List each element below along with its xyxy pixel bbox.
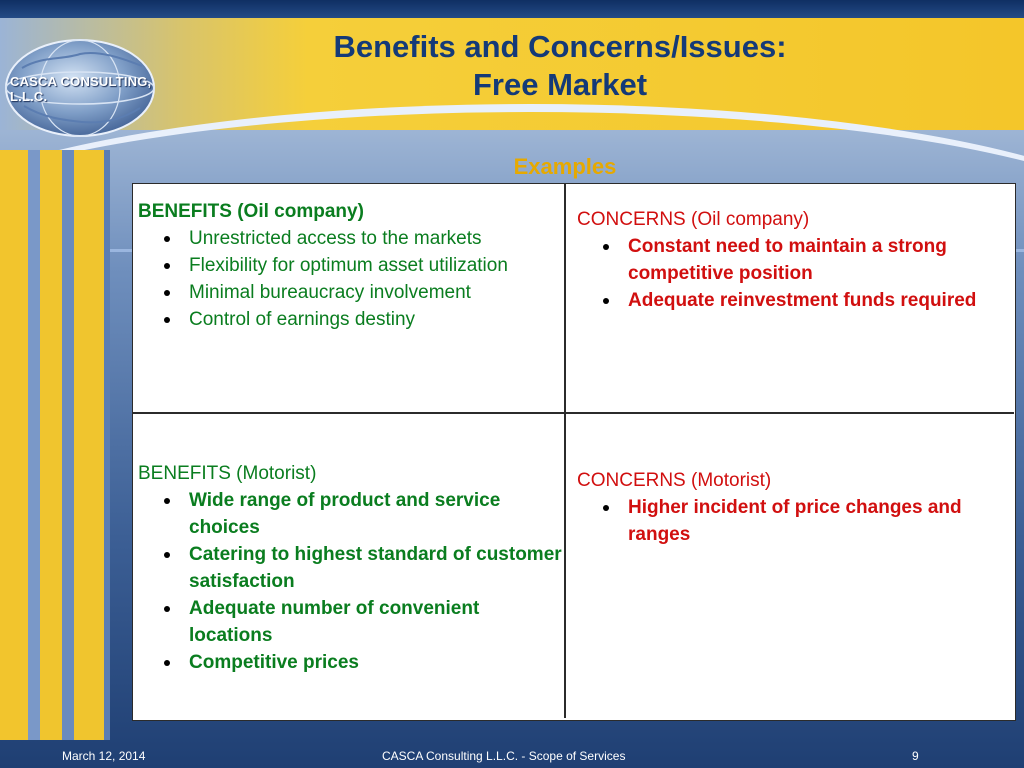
benefits-oil-list bbox=[138, 225, 558, 333]
logo-text: CASCA CONSULTING, L.L.C. bbox=[10, 74, 152, 104]
concerns-oil-heading: CONCERNS (Oil company) bbox=[577, 209, 810, 230]
list-item: Competitive prices bbox=[138, 649, 564, 676]
footer-center: CASCA Consulting L.L.C. - Scope of Services bbox=[382, 749, 626, 763]
list-item: Higher incident of price changes and ranges bbox=[577, 494, 997, 548]
list-item: Adequate reinvestment funds required bbox=[577, 287, 1017, 314]
benefits-motorist-list bbox=[138, 487, 564, 676]
list-item: Adequate number of convenient locations bbox=[138, 595, 564, 649]
list-item: Wide range of product and service choices bbox=[138, 487, 564, 541]
list-item: Unrestricted access to the markets bbox=[138, 225, 558, 252]
vertical-divider bbox=[564, 184, 566, 718]
list-item: Catering to highest standard of customer satisfaction bbox=[138, 541, 564, 595]
list-item: Minimal bureaucracy involvement bbox=[138, 279, 558, 306]
list-item: Flexibility for optimum asset utilization bbox=[138, 252, 558, 279]
concerns-motorist-heading: CONCERNS (Motorist) bbox=[577, 470, 772, 491]
benefits-oil-cell bbox=[138, 198, 558, 333]
list-item: Constant need to maintain a strong competitive position bbox=[577, 233, 1017, 287]
concerns-oil-cell bbox=[577, 206, 1017, 314]
concerns-motorist-list bbox=[577, 494, 997, 548]
concerns-motorist-cell bbox=[577, 467, 997, 548]
left-stripes bbox=[0, 150, 110, 740]
slide-title bbox=[230, 28, 890, 104]
footer-date: March 12, 2014 bbox=[62, 749, 146, 763]
subtitle: Examples bbox=[513, 154, 617, 179]
benefits-motorist-cell bbox=[138, 460, 564, 676]
benefits-concerns-table bbox=[132, 183, 1016, 721]
title-line-2: Free Market bbox=[472, 67, 648, 102]
concerns-oil-list bbox=[577, 233, 1017, 314]
horizontal-divider bbox=[133, 412, 1014, 414]
list-item: Control of earnings destiny bbox=[138, 306, 558, 333]
title-line-1: Benefits and Concerns/Issues: bbox=[333, 29, 787, 64]
page-number: 9 bbox=[912, 749, 919, 763]
benefits-oil-heading: BENEFITS (Oil company) bbox=[138, 201, 364, 222]
benefits-motorist-heading: BENEFITS (Motorist) bbox=[138, 463, 317, 484]
top-strip bbox=[0, 0, 1024, 18]
